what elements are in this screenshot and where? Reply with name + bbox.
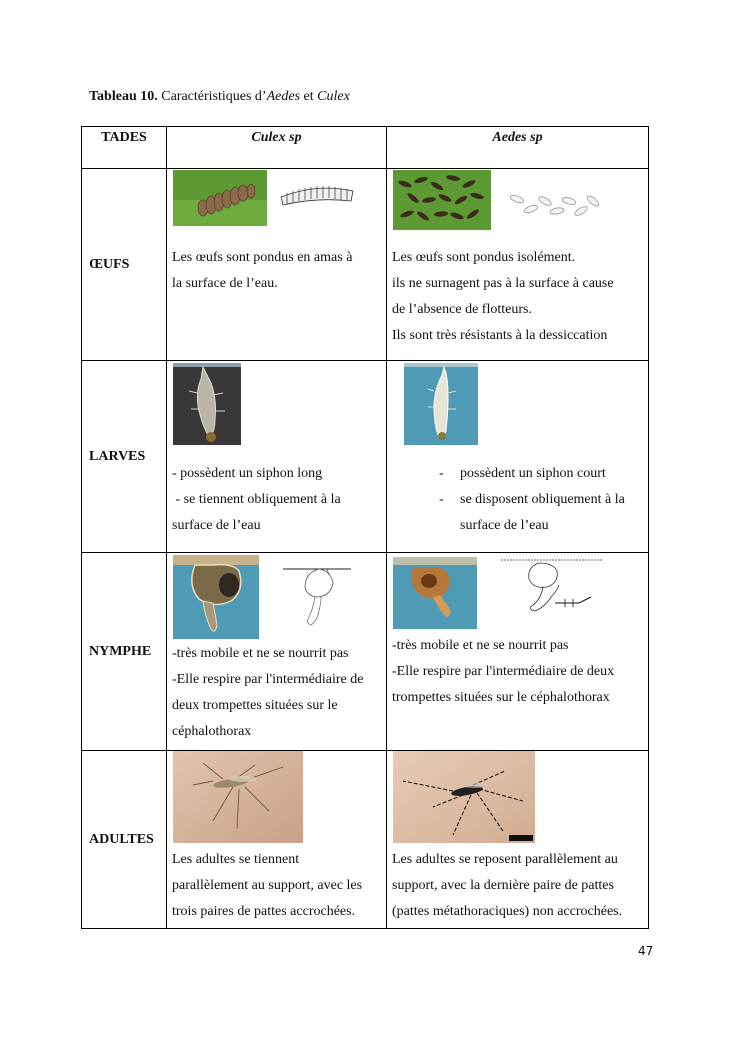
culex-larva-text: - possèdent un siphon long - se tiennent obliquement à la surface de l’eau [172,466,341,533]
aedes-larva-text: - possèdent un siphon court - se disposent obliquement à la surface de l’eau [387,461,648,539]
aedes-adult-cell [387,751,649,929]
aedes-larva-cell [387,361,649,553]
table-row [82,553,649,751]
stage-label: ŒUFS [82,169,167,361]
aedes-pupa-drawing [499,557,609,617]
table-row [82,361,649,553]
culex-egg-raft-drawing [277,181,357,209]
table-caption: Tableau 10. Caractéristiques d’Aedes et Culex [89,89,350,104]
header-culex: Culex sp [167,127,387,169]
aedes-pupa-text: -très mobile et ne se nourrit pas -Elle respire par l'intermédiaire de deux trompettes situées sur le céphalothorax [392,638,615,705]
aedes-larva-photo [404,363,478,445]
culex-eggs-text: Les œufs sont pondus en amas à la surface de l’eau. [172,250,353,291]
aedes-pupa-cell [387,553,649,751]
header-stages: TADES [82,127,167,169]
header-aedes: Aedes sp [387,127,649,169]
culex-larva-cell [167,361,387,553]
stage-label: NYMPHE [82,553,167,751]
culex-adult-cell [167,751,387,929]
aedes-adult-photo [393,751,535,843]
aedes-eggs-text: Les œufs sont pondus isolément. ils ne surnagent pas à la surface à cause de l’absence de flotteurs. Ils sont très résistants à la dessiccation [392,250,614,343]
stage-label: LARVES [82,361,167,553]
aedes-eggs-cell [387,169,649,361]
aedes-adult-text: Les adultes se reposent parallèlement au support, avec la dernière paire de pattes (pattes métathoraciques) non accrochées. [392,852,623,919]
culex-egg-raft-photo [173,170,267,226]
aedes-eggs-photo [393,170,491,230]
table-header-row [82,127,649,169]
table-row [82,169,649,361]
aedes-pupa-photo [393,557,477,629]
culex-pupa-cell [167,553,387,751]
culex-adult-photo [173,751,303,843]
page-number: 47 [638,944,654,958]
characteristics-table [81,126,649,929]
culex-eggs-cell [167,169,387,361]
table-row [82,751,649,929]
aedes-eggs-drawing [507,187,603,221]
culex-adult-text: Les adultes se tiennent parallèlement au support, avec les trois paires de pattes accrochées. [172,852,363,919]
culex-larva-photo [173,363,241,445]
culex-pupa-drawing [281,565,357,627]
culex-pupa-photo [173,555,259,639]
stage-label: ADULTES [82,751,167,929]
culex-pupa-text: -très mobile et ne se nourrit pas -Elle respire par l'intermédiaire de deux trompettes situées sur le céphalothorax [172,646,364,739]
